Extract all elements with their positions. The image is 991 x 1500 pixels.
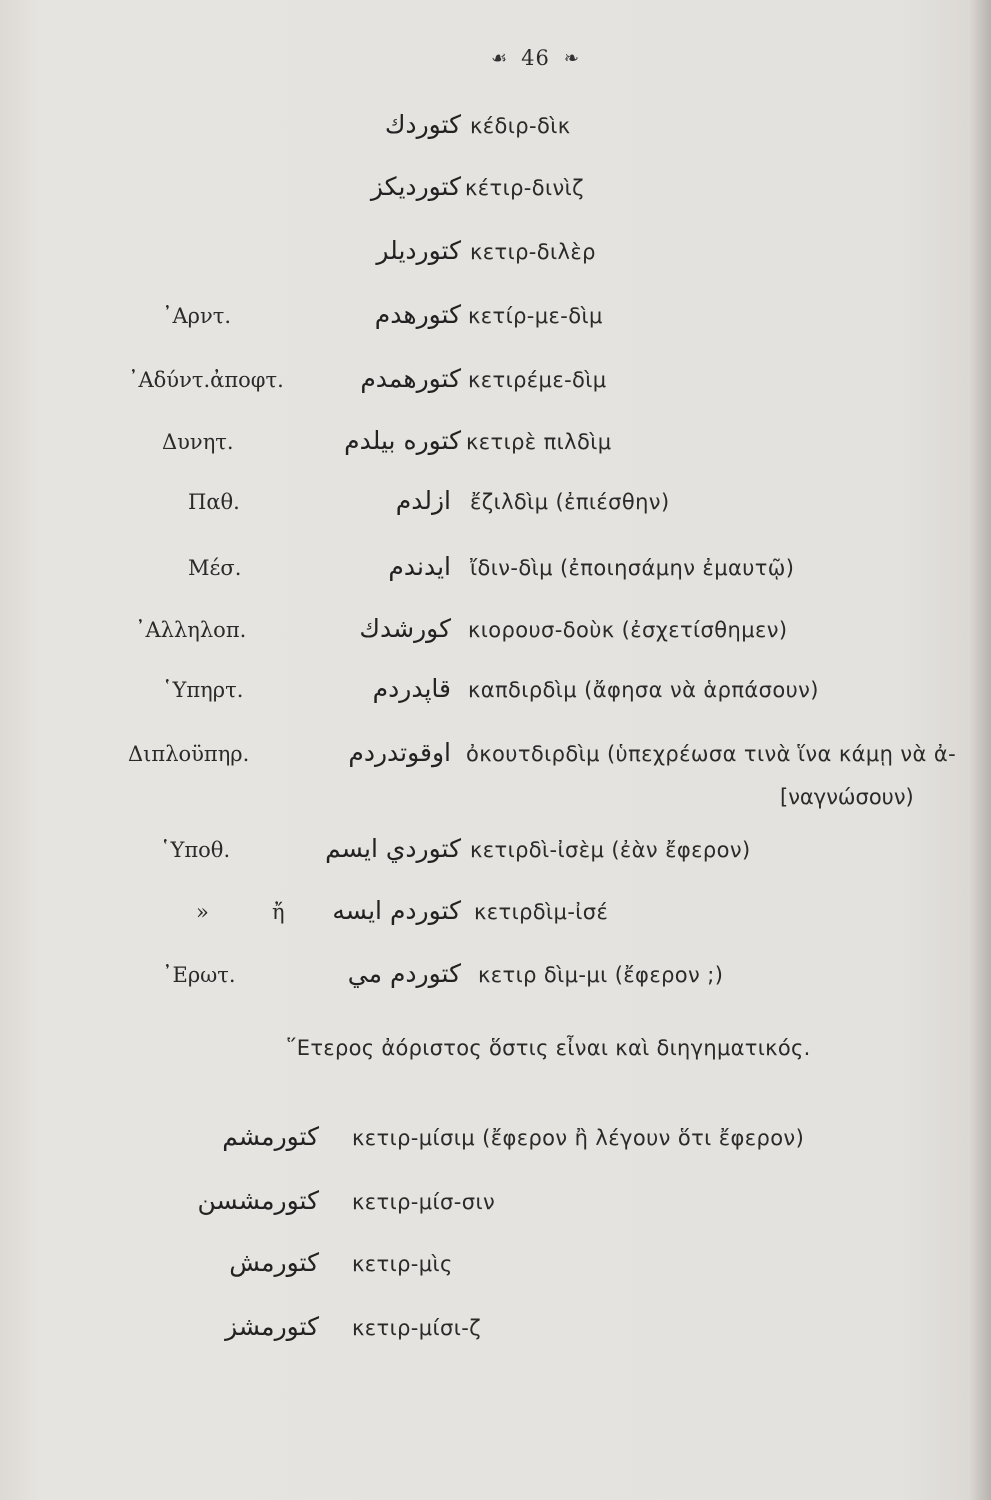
grammar-label: Μέσ. (188, 556, 242, 580)
turkish-form: كتورهدم (374, 300, 461, 329)
conjugation-row (0, 610, 991, 654)
greek-transliteration: καπδιρδὶμ (ἄφησα νὰ ἁρπάσουν) (468, 678, 819, 702)
turkish-form: كتورمشسن (197, 1186, 319, 1215)
turkish-form: ايدندم (388, 552, 451, 581)
grammar-label: Δυνητ. (162, 430, 234, 454)
grammar-label: Διπλοϋπηρ. (128, 742, 250, 766)
or-word: ἤ (272, 900, 285, 924)
conjugation-row (0, 168, 991, 212)
turkish-form: كتوره بيلدم (344, 426, 461, 455)
turkish-form: كتورهمدم (360, 364, 461, 393)
conjugation-row (0, 955, 991, 999)
ditto-mark: » (196, 900, 209, 924)
greek-transliteration: κετιρ-μίσ-σιν (352, 1190, 496, 1214)
greek-transliteration: ὀκουτδιρδὶμ (ὑπεχρέωσα τινὰ ἵνα κάμῃ νὰ ἀ- (466, 742, 957, 766)
greek-transliteration: κετιρ-μίσι-ζ (352, 1316, 482, 1340)
greek-transliteration: κετιρέμε-δὶμ (468, 368, 607, 392)
turkish-form: كورشدك (359, 614, 451, 643)
turkish-form: كتوردم ايسه (332, 896, 461, 925)
turkish-form: كتوردي ايسم (325, 834, 461, 863)
turkish-form: كتورمشم (222, 1122, 319, 1151)
greek-transliteration: κιορουσ-δοὺκ (ἐσχετίσθημεν) (468, 618, 788, 642)
greek-transliteration: κετιρ-μίσιμ (ἔφερον ἢ λέγουν ὅτι ἔφερον) (352, 1126, 805, 1150)
conjugation-row (0, 482, 991, 526)
conjugation-row (0, 232, 991, 276)
grammar-label: ᾿Αρντ. (162, 304, 232, 328)
grammar-label: ῾Υπηρτ. (162, 678, 244, 702)
greek-transliteration: ἔζιλδὶμ (ἐπιέσθην) (470, 490, 670, 514)
greek-transliteration: κετιρ-διλὲρ (470, 240, 596, 264)
greek-transliteration: ἴδιν-δὶμ (ἐποιησάμην ἐμαυτῷ) (470, 556, 795, 580)
turkish-form: قاپدردم (372, 674, 451, 703)
greek-transliteration: κετιρ δὶμ-μι (ἔφερον ;) (478, 963, 724, 987)
section-subheading: ῞Ετερος ἀόριστος ὅστις εἶναι καὶ διηγηματικός. (286, 1036, 811, 1060)
turkish-form: اوقوتدردم (348, 738, 451, 767)
grammar-label: ᾿Ερωτ. (162, 963, 236, 987)
conjugation-row (0, 360, 991, 404)
grammar-label: ῾Υποθ. (160, 838, 231, 862)
grammar-label: ᾿Αλληλοπ. (135, 618, 247, 642)
greek-transliteration: κετίρ-με-δὶμ (468, 304, 603, 328)
turkish-form: كتوردك (384, 110, 461, 139)
turkish-form: كتورمشز (225, 1312, 319, 1341)
turkish-form: كتورديكز (370, 172, 461, 201)
turkish-form: كتورديلر (376, 236, 461, 265)
conjugation-row (0, 734, 991, 778)
turkish-form: ازلدم (395, 486, 451, 515)
conjugation-row (0, 1182, 991, 1226)
turkish-form: كتورمش (229, 1248, 319, 1277)
greek-transliteration: κετιρδὶμ-ἰσέ (474, 900, 609, 924)
page-number: 46 (521, 46, 550, 70)
conjugation-row (0, 296, 991, 340)
conjugation-row (0, 422, 991, 466)
conjugation-row (0, 106, 991, 150)
ornament-left-icon: ☙ (491, 47, 508, 69)
conjugation-row (0, 1118, 991, 1162)
conjugation-row (0, 830, 991, 874)
grammar-label: ᾿Αδύντ.ἀποφτ. (128, 368, 284, 392)
grammar-label: Παθ. (188, 490, 240, 514)
greek-transliteration: κετιρὲ πιλδὶμ (466, 430, 612, 454)
conjugation-row (0, 1308, 991, 1352)
greek-transliteration: κέδιρ-δὶκ (470, 114, 571, 138)
conjugation-row (0, 670, 991, 714)
greek-transliteration: κετιρ-μὶς (352, 1252, 453, 1276)
conjugation-row (0, 1244, 991, 1288)
ornament-right-icon: ❧ (563, 47, 579, 69)
greek-transliteration: κέτιρ-δινὶζ (465, 176, 584, 200)
conjugation-row (0, 548, 991, 592)
page-header (460, 40, 610, 76)
wrapped-line-continuation: [ναγνώσουν) (780, 785, 914, 809)
turkish-form: كتوردم مي (347, 959, 461, 988)
conjugation-row (0, 892, 991, 936)
greek-transliteration: κετιρδὶ-ἰσὲμ (ἐὰν ἔφερον) (470, 838, 751, 862)
